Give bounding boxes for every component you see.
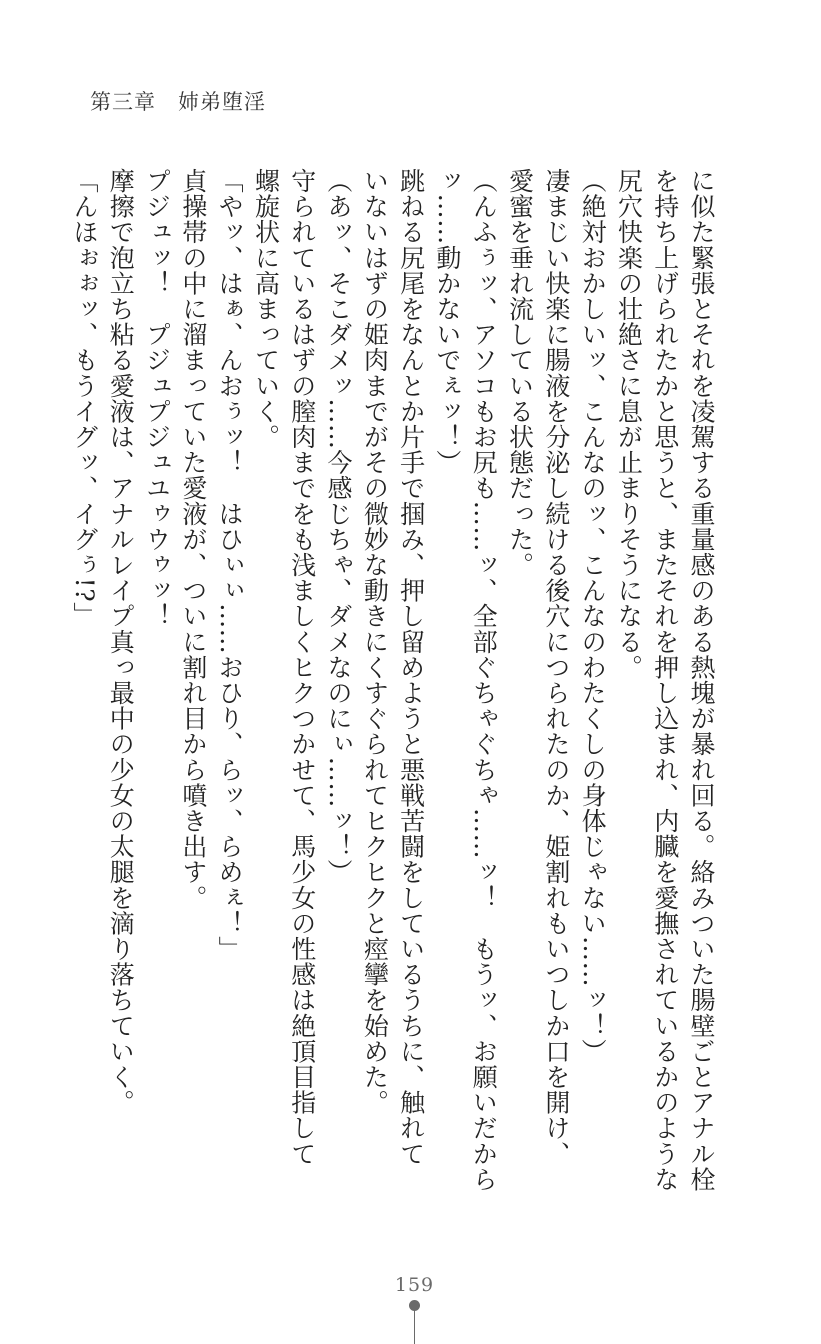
text-line: （あッ、そこダメッ……今感じちゃ、ダメなのにぃ……ッ！）: [324, 168, 354, 885]
text-line: 跳ねる尻尾をなんとか片手で掴み、押し留めようと悪戦苦闘をしているうちに、触れて: [396, 168, 426, 1167]
page-marker-line: [414, 1310, 415, 1344]
page-number: 159: [394, 1274, 435, 1296]
text-line: 守られているはずの膣肉までをも浅ましくヒクつかせて、馬少女の性感は絶頂目指して: [287, 168, 317, 1167]
text-line: 摩擦で泡立ち粘る愛液は、アナルレイプ真っ最中の少女の太腿を滴り落ちていく。: [106, 168, 136, 1116]
text-line: プジュッ！ プジュプジュユゥウゥッ！: [142, 168, 172, 629]
text-line: を持ち上げられたかと思うと、またそれを押し込まれ、内臓を愛撫されているかのような: [650, 168, 680, 1192]
text-line: 尻穴快楽の壮絶さに息が止まりそうになる。: [614, 168, 644, 680]
text-line: 凄まじい快楽に腸液を分泌し続ける後穴につられたのか、姫割れもいつしか口を開け、: [541, 168, 571, 1167]
text-line: 愛蜜を垂れ流している状態だった。: [505, 168, 535, 578]
text-line: 「んほぉぉッ、もうイグッ、イグぅ!?」: [69, 168, 99, 628]
text-line: に似た緊張とそれを凌駕する重量感のある熱塊が暴れ回る。絡みついた腸壁ごとアナル栓: [687, 168, 716, 1192]
body-text: [66, 168, 719, 1192]
text-line: 螺旋状に高まっていく。: [251, 168, 281, 450]
text-line: いないはずの姫肉までがその微妙な動きにくすぐられてヒクヒクと痙攣を始めた。: [360, 168, 390, 1116]
text-line: （んふぅッ、アソコもお尻も……ッ、全部ぐちゃぐちゃ……ッ！ もうッ、お願いだから: [469, 168, 499, 1192]
text-line: 「やッ、はぁ、んおぅッ！ はひぃぃ……おひり、らッ、らめぇ！」: [215, 168, 245, 962]
text-line: （絶対おかしいッ、こんなのッ、こんなのわたくしの身体じゃない……ッ！）: [578, 168, 608, 1064]
text-line: ッ……動かないでぇッ！）: [432, 168, 462, 476]
chapter-header: 第三章 姉弟堕淫: [90, 90, 266, 114]
text-line: 貞操帯の中に溜まっていた愛液が、ついに割れ目から噴き出す。: [178, 168, 208, 911]
